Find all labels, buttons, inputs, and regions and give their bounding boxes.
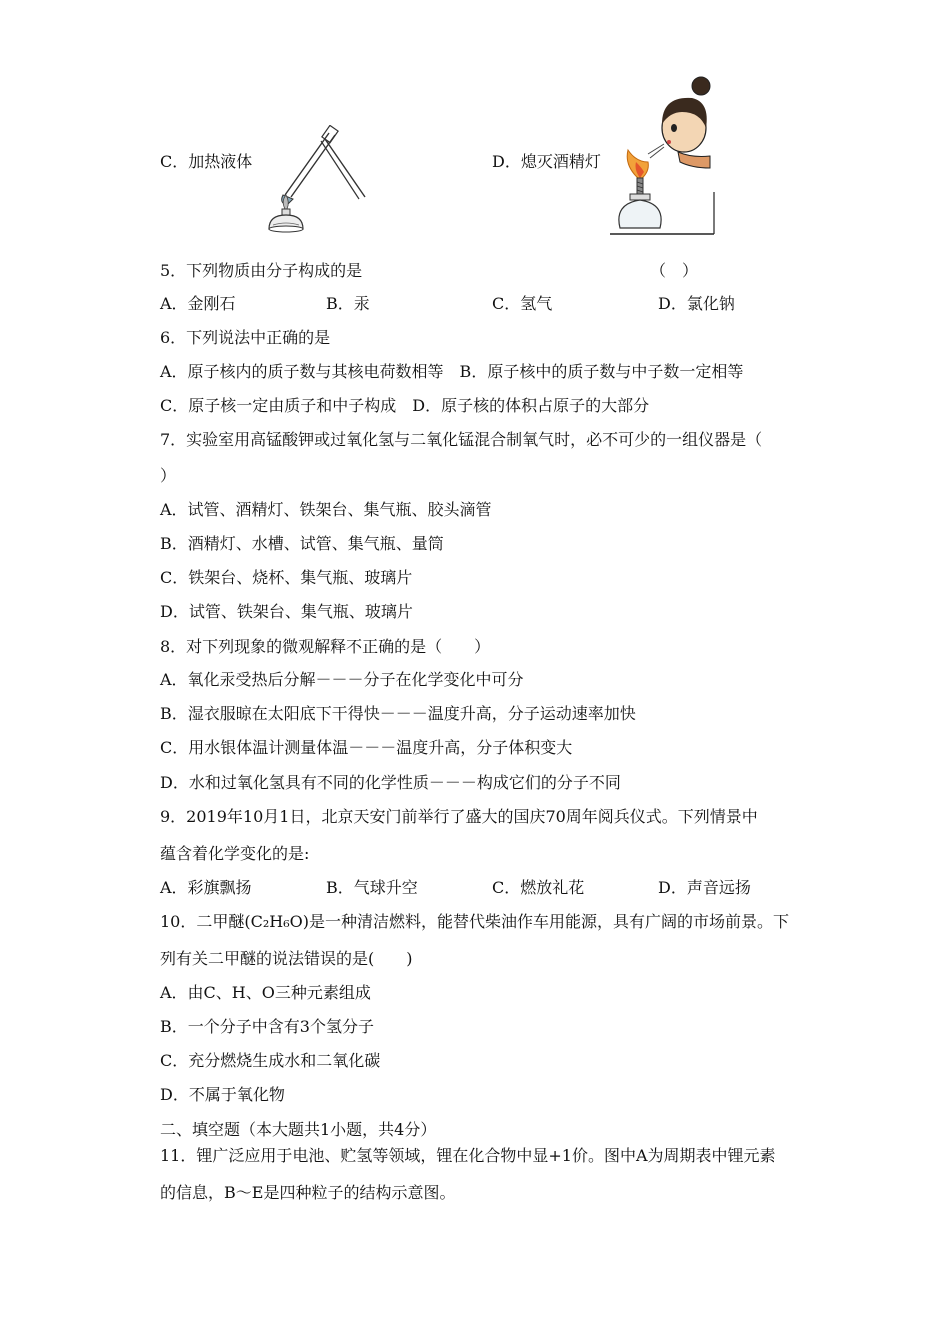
q5-option-a: A．金刚石	[160, 294, 236, 313]
q4-option-c: C．加热液体	[160, 152, 253, 171]
q10-option-d: D．不属于氧化物	[160, 1085, 285, 1104]
q11-stem: 11．锂广泛应用于电池、贮氢等领域，锂在化合物中显+1价。图中A为周期表中锂元素	[160, 1146, 776, 1165]
q10-option-b: B．一个分子中含有3个氢分子	[160, 1017, 374, 1036]
q5-option-c: C．氢气	[492, 294, 553, 313]
q7-option-a: A．试管、酒精灯、铁架台、集气瓶、胶头滴管	[160, 500, 492, 519]
q9-option-c: C．燃放礼花	[492, 878, 585, 897]
q9-stem-cont: 蕴含着化学变化的是:	[160, 844, 310, 863]
q10-stem: 10．二甲醚(C₂H₆O)是一种清洁燃料，能替代柴油作车用能源，具有广阔的市场前景。下	[160, 912, 789, 931]
q8-option-c: C．用水银体温计测量体温－－－温度升高，分子体积变大	[160, 738, 573, 757]
q6-options-row2: C．原子核一定由质子和中子构成 D．原子核的体积占原子的大部分	[160, 396, 650, 415]
q7-option-c: C．铁架台、烧杯、集气瓶、玻璃片	[160, 568, 413, 587]
q10-option-a: A．由C、H、O三种元素组成	[160, 983, 371, 1002]
heating-liquid-illustration	[255, 125, 370, 240]
q9-option-a: A．彩旗飘扬	[160, 878, 252, 897]
q6-stem: 6．下列说法中正确的是	[160, 328, 331, 347]
q7-stem: 7．实验室用高锰酸钾或过氧化氢与二氧化锰混合制氧气时，必不可少的一组仪器是（	[160, 430, 763, 449]
q5-option-b: B．汞	[326, 294, 370, 313]
q10-stem-cont: 列有关二甲醚的说法错误的是( )	[160, 949, 413, 968]
blow-out-lamp-illustration	[606, 72, 718, 240]
q9-option-b: B．气球升空	[326, 878, 418, 897]
q11-stem-cont: 的信息，B～E是四种粒子的结构示意图。	[160, 1183, 456, 1202]
q6-options-row1: A．原子核内的质子数与其核电荷数相等 B．原子核中的质子数与中子数一定相等	[160, 362, 744, 381]
q5-answer-paren: （ ）	[650, 261, 699, 280]
q7-stem-cont: ）	[160, 466, 177, 485]
q9-option-d: D．声音远扬	[658, 878, 751, 897]
q5-option-d: D．氯化钠	[658, 294, 735, 313]
q8-option-b: B．湿衣服晾在太阳底下干得快－－－温度升高，分子运动速率加快	[160, 704, 636, 723]
q10-option-c: C．充分燃烧生成水和二氧化碳	[160, 1051, 381, 1070]
q7-option-b: B．酒精灯、水槽、试管、集气瓶、量筒	[160, 534, 444, 553]
q8-option-d: D．水和过氧化氢具有不同的化学性质－－－构成它们的分子不同	[160, 773, 621, 792]
q9-stem: 9．2019年10月1日，北京天安门前举行了盛大的国庆70周年阅兵仪式。下列情景中	[160, 807, 758, 826]
q8-stem: 8．对下列现象的微观解释不正确的是（ ）	[160, 637, 491, 656]
q4-option-d: D．熄灭酒精灯	[492, 152, 601, 171]
q5-stem: 5．下列物质由分子构成的是	[160, 261, 363, 280]
q7-option-d: D．试管、铁架台、集气瓶、玻璃片	[160, 602, 413, 621]
q8-option-a: A．氧化汞受热后分解－－－分子在化学变化中可分	[160, 670, 524, 689]
section-title: 二、填空题（本大题共1小题，共4分）	[160, 1120, 437, 1139]
